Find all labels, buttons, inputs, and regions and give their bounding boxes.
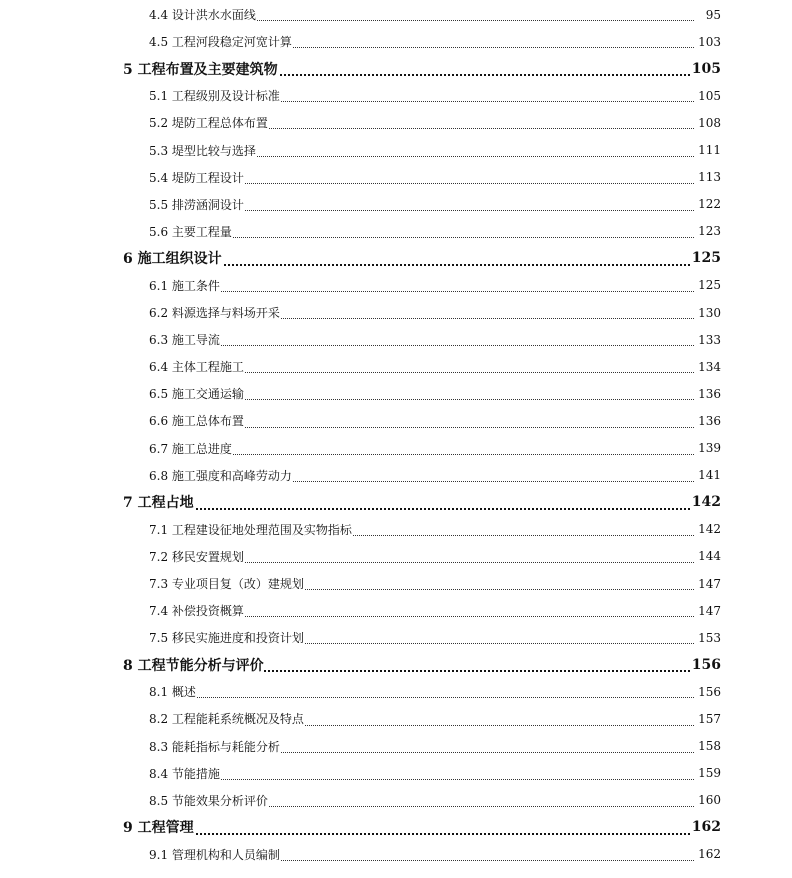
toc-entry-title: 6.3 施工导流 <box>149 333 220 348</box>
toc-entry-title: 7 工程占地 <box>123 492 194 512</box>
toc-page-number: 122 <box>698 197 721 212</box>
toc-entry-title: 6.4 主体工程施工 <box>149 360 244 375</box>
toc-page-number: 108 <box>698 115 721 130</box>
toc-section-entry[interactable] <box>0 624 792 651</box>
toc-section-entry[interactable] <box>0 109 792 136</box>
toc-entry-title: 5.1 工程级别及设计标准 <box>149 89 280 104</box>
toc-entry-title: 6.5 施工交通运输 <box>149 387 244 402</box>
toc-entry-title: 5.5 排涝涵洞设计 <box>149 197 244 212</box>
toc-chapter-entry[interactable] <box>0 489 792 516</box>
toc-entry-title: 8.3 能耗指标与耗能分析 <box>149 739 280 754</box>
toc-section-entry[interactable] <box>0 462 792 489</box>
toc-page-number: 113 <box>698 170 721 185</box>
toc-page-number: 105 <box>691 60 721 77</box>
dot-leader <box>124 508 694 510</box>
toc-entry-title: 8 工程节能分析与评价 <box>123 655 264 675</box>
toc-page-number: 136 <box>698 413 721 428</box>
toc-section-entry[interactable] <box>0 543 792 570</box>
toc-entry-title: 8.4 节能措施 <box>149 766 220 781</box>
toc-section-entry[interactable] <box>0 218 792 245</box>
toc-section-entry[interactable] <box>0 597 792 624</box>
toc-page-number: 125 <box>691 250 721 267</box>
toc-section-entry[interactable] <box>0 380 792 407</box>
toc-section-entry[interactable] <box>0 326 792 353</box>
toc-section-entry[interactable] <box>0 136 792 163</box>
toc-entry-title: 7.2 移民安置规划 <box>149 549 244 564</box>
dot-leader <box>150 779 694 780</box>
toc-entry-title: 5 工程布置及主要建筑物 <box>123 59 278 79</box>
toc-page-number: 147 <box>698 603 721 618</box>
toc-chapter-entry[interactable] <box>0 55 792 82</box>
toc-entry-title: 7.1 工程建设征地处理范围及实物指标 <box>149 522 352 537</box>
toc-entry-title: 7.4 补偿投资概算 <box>149 604 244 619</box>
toc-entry-title: 6 施工组织设计 <box>123 248 222 268</box>
toc-page-number: 159 <box>698 766 721 781</box>
toc-page-number: 142 <box>698 522 721 537</box>
toc-section-entry[interactable] <box>0 272 792 299</box>
toc-entry-title: 6.1 施工条件 <box>149 278 220 293</box>
toc-page-number: 125 <box>698 278 721 293</box>
toc-section-entry[interactable] <box>0 407 792 434</box>
toc-chapter-entry[interactable] <box>0 814 792 841</box>
toc-entry-title: 9 工程管理 <box>123 817 194 837</box>
toc-section-entry[interactable] <box>0 299 792 326</box>
toc-section-entry[interactable] <box>0 28 792 55</box>
toc-entry-title: 5.3 堤型比较与选择 <box>149 143 256 158</box>
toc-page-number: 147 <box>698 576 721 591</box>
dot-leader <box>150 291 694 292</box>
toc-entry-title: 4.4 设计洪水水面线 <box>149 8 256 23</box>
toc-section-entry[interactable] <box>0 164 792 191</box>
toc-entry-title: 8.2 工程能耗系统概况及特点 <box>149 712 304 727</box>
toc-page-number: 134 <box>698 359 721 374</box>
toc-page-number: 142 <box>691 494 721 511</box>
toc-section-entry[interactable] <box>0 191 792 218</box>
toc-entry-title: 6.2 料源选择与料场开采 <box>149 306 280 321</box>
toc-section-entry[interactable] <box>0 570 792 597</box>
dot-leader <box>150 345 694 346</box>
toc-entry-title: 9.1 管理机构和人员编制 <box>149 847 280 862</box>
toc-entry-title: 7.3 专业项目复（改）建规划 <box>149 577 304 592</box>
toc-page-number: 123 <box>698 224 721 239</box>
toc-page-number: 153 <box>698 630 721 645</box>
toc-page-number: 141 <box>698 468 721 483</box>
toc-section-entry[interactable] <box>0 787 792 814</box>
toc-page-number: 103 <box>698 34 721 49</box>
toc-page-number: 156 <box>691 656 721 673</box>
toc-page-number: 111 <box>698 143 721 158</box>
toc-section-entry[interactable] <box>0 353 792 380</box>
toc-page-number: 156 <box>698 684 721 699</box>
toc-section-entry[interactable] <box>0 516 792 543</box>
toc-chapter-entry[interactable] <box>0 651 792 678</box>
toc-section-entry[interactable] <box>0 733 792 760</box>
toc-entry-title: 5.6 主要工程量 <box>149 224 232 239</box>
toc-entry-title: 6.8 施工强度和高峰劳动力 <box>149 468 292 483</box>
toc-section-entry[interactable] <box>0 1 792 28</box>
toc-page-number: 157 <box>698 711 721 726</box>
toc-page-number: 139 <box>698 441 721 456</box>
dot-leader <box>124 833 694 835</box>
toc-section-entry[interactable] <box>0 760 792 787</box>
toc-page-number: 162 <box>691 819 721 836</box>
table-of-contents <box>0 1 792 868</box>
toc-section-entry[interactable] <box>0 82 792 109</box>
toc-page-number: 160 <box>698 793 721 808</box>
toc-entry-title: 6.7 施工总进度 <box>149 441 232 456</box>
toc-entry-title: 5.2 堤防工程总体布置 <box>149 116 268 131</box>
toc-page-number: 144 <box>698 549 721 564</box>
toc-page-number: 105 <box>698 88 721 103</box>
toc-entry-title: 8.1 概述 <box>149 685 196 700</box>
toc-section-entry[interactable] <box>0 678 792 705</box>
toc-entry-title: 6.6 施工总体布置 <box>149 414 244 429</box>
toc-section-entry[interactable] <box>0 435 792 462</box>
dot-leader <box>150 697 694 698</box>
toc-entry-title: 8.5 节能效果分析评价 <box>149 793 268 808</box>
toc-entry-title: 4.5 工程河段稳定河宽计算 <box>149 35 292 50</box>
toc-section-entry[interactable] <box>0 841 792 868</box>
toc-entry-title: 5.4 堤防工程设计 <box>149 170 244 185</box>
toc-page-number: 130 <box>698 305 721 320</box>
toc-page-number: 158 <box>698 739 721 754</box>
toc-entry-title: 7.5 移民实施进度和投资计划 <box>149 631 304 646</box>
toc-page-number: 95 <box>705 7 721 22</box>
toc-chapter-entry[interactable] <box>0 245 792 272</box>
toc-section-entry[interactable] <box>0 705 792 732</box>
toc-page-number: 136 <box>698 386 721 401</box>
toc-page-number: 162 <box>698 847 721 862</box>
toc-page-number: 133 <box>698 332 721 347</box>
